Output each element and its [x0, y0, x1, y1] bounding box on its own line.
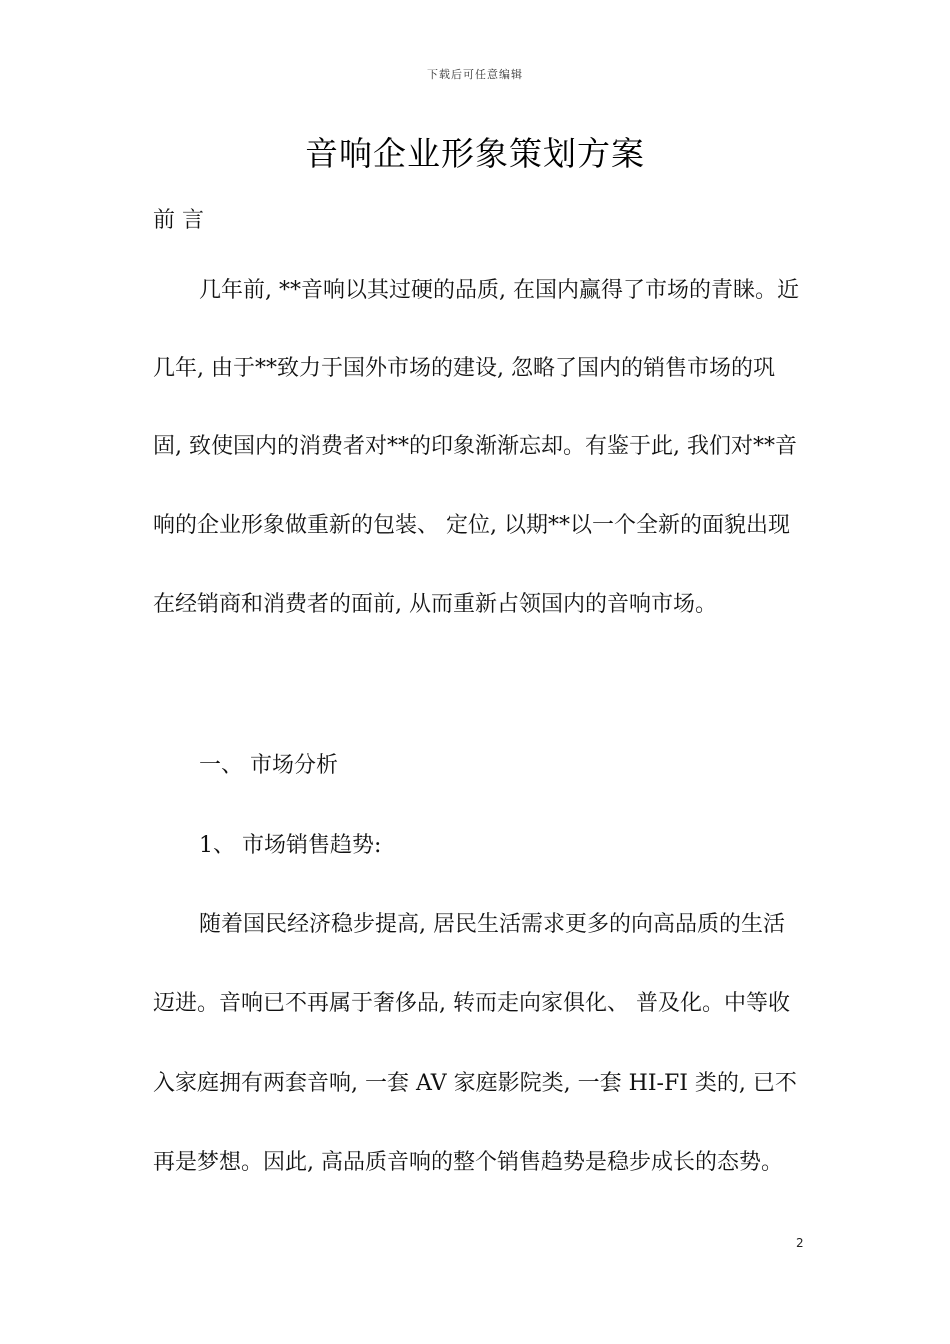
header-note: 下载后可任意编辑	[427, 68, 523, 81]
page-number: 2	[796, 1236, 804, 1250]
preface-heading: 前 言	[153, 208, 204, 233]
preface-line-3: 固, 致使国内的消费者对**的印象渐渐忘却。有鉴于此, 我们对**音	[153, 434, 797, 459]
subsection-heading: 1、 市场销售趋势:	[199, 833, 382, 858]
section-heading: 一、 市场分析	[199, 753, 338, 778]
document-title: 音响企业形象策划方案	[305, 134, 645, 173]
body-line-4: 再是梦想。因此, 高品质音响的整个销售趋势是稳步成长的态势。	[153, 1150, 783, 1175]
body-line-2: 迈进。音响已不再属于奢侈品, 转而走向家俱化、 普及化。中等收	[153, 991, 790, 1016]
body-line-1: 随着国民经济稳步提高, 居民生活需求更多的向高品质的生活	[199, 912, 785, 937]
preface-line-5: 在经销商和消费者的面前, 从而重新占领国内的音响市场。	[153, 592, 717, 617]
body-line-3: 入家庭拥有两套音响, 一套 AV 家庭影院类, 一套 HI-FI 类的, 已不	[153, 1071, 797, 1096]
preface-line-4: 响的企业形象做重新的包装、 定位, 以期**以一个全新的面貌出现	[153, 513, 790, 538]
preface-line-1: 几年前, **音响以其过硬的品质, 在国内赢得了市场的青睐。近	[199, 278, 799, 303]
preface-line-2: 几年, 由于**致力于国外市场的建设, 忽略了国内的销售市场的巩	[153, 356, 775, 381]
